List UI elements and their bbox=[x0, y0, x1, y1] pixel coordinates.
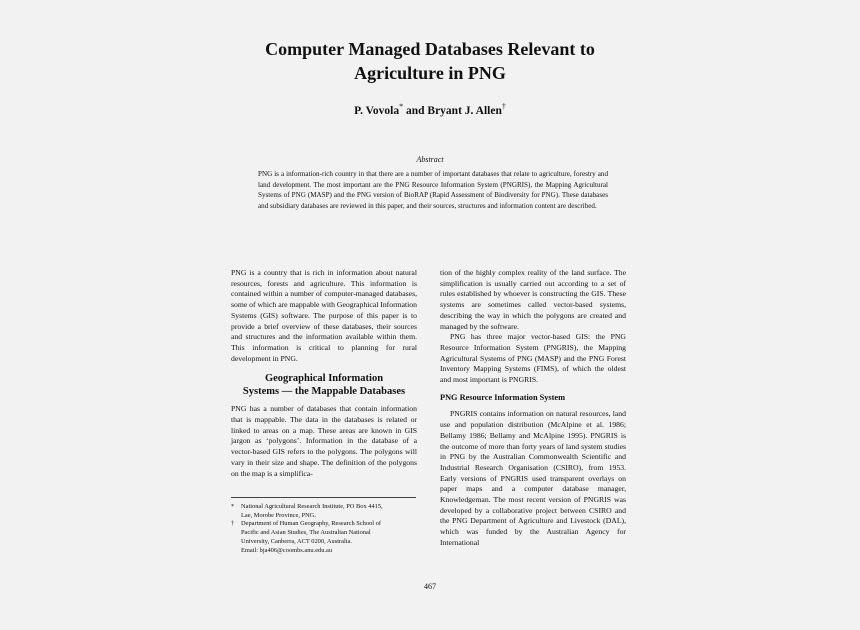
right-column bbox=[440, 268, 626, 549]
footnote-2-mark: † bbox=[231, 520, 235, 528]
vector-gis-paragraph: PNG has three major vector-based GIS: the PNG Resource Information System (PNGRIS), the Mapping Agricultural Systems of PNG (MASP) and the PNG Forest Inventory Mapping Systems (FIMS), of which the oldest and most important is PNGRIS. bbox=[440, 332, 626, 385]
subsection-heading-pngris: PNG Resource Information System bbox=[440, 392, 565, 402]
footnote-2-line: Pacific and Asian Studies, The Australian National bbox=[241, 529, 371, 537]
gis-paragraph: PNG has a number of databases that contain information that is mappable. The data in the databases is related or linked to areas on a map. These areas are known in GIS jargon as ‘polygons’. Information in the database of a vector-based GIS refers to the polygons. The polygons will vary in their size and shape. The definition of the polygons on the map is a simplifica- bbox=[231, 404, 417, 478]
author-2: Bryant J. Allen bbox=[427, 104, 502, 117]
footnote-2-line: Department of Human Geography, Research School of bbox=[241, 520, 381, 528]
author-1: P. Vovola bbox=[354, 104, 400, 117]
author-1-mark: * bbox=[399, 102, 404, 111]
title-line-1: Computer Managed Databases Relevant to bbox=[265, 39, 595, 59]
footnote-2-line: University, Canberra, ACT 0200, Australia. bbox=[241, 537, 352, 545]
section-heading-line-1: Geographical Information bbox=[264, 373, 384, 385]
abstract-heading: Abstract bbox=[416, 155, 444, 164]
section-heading-line-2: Systems — the Mappable Databases bbox=[242, 386, 406, 398]
footnotes bbox=[231, 503, 421, 555]
footnote-1-line: National Agricultural Research Institute, PO Box 4415, bbox=[241, 503, 383, 510]
footnote-1-mark: * bbox=[231, 503, 235, 510]
paper-title bbox=[0, 37, 860, 85]
pngris-paragraph: PNGRIS contains information on natural resources, land use and population distribution (McAlpine et al. 1986; Bellamy 1986; Bellamy and McAlpine 1995). PNGRIS is the outcome of more than forty years of land system studies in PNG by the Australian Commonwealth Scientific and Industrial Research Organisation (CSIRO), from 1953. Early versions of PNGRIS used transparent overlays on paper maps and a computer database manager, Knowledgeman. The most recent version of PNGRIS was developed by a collaborative project between CSIRO and the PNG Department of Agriculture and Livestock (DAL), which was funded by the Australian Agency for International bbox=[440, 409, 626, 547]
author-line bbox=[0, 102, 860, 117]
footnote-1-line: Lae, Morobe Province, PNG. bbox=[241, 511, 316, 519]
left-column bbox=[231, 268, 417, 479]
continued-paragraph: tion of the highly complex reality of the land surface. The simplification is usually carried out according to a set of rules established by whoever is constructing the GIS. These systems are sometimes called vector-based systems, describing the way in which the polygons are created and managed by the software. bbox=[440, 268, 626, 331]
intro-paragraph: PNG is a country that is rich in information about natural resources, forests and agriculture. This information is contained within a number of computer-managed databases, some of which are mappable with Geographical Information Systems (GIS) software. The purpose of this paper is to provide a brief overview of these databases, their sources and structures and the information available within them. This information is critical to planning for rural development in PNG. bbox=[231, 268, 417, 363]
footnote-2-email: Email: bja406@coombs.anu.edu.au bbox=[241, 546, 333, 554]
section-heading-gis bbox=[231, 372, 417, 398]
abstract-text: PNG is a information-rich country in that there are a number of important databases that relate to agriculture, forestry and land development. The most important are the PNG Resource Information System (PNGRIS), the Mapping Agricultural Systems of PNG (MASP) and the PNG version of BioRAP (Rapid Assessment of Biodiversity for PNG). These databases and subsidiary databases are reviewed in this paper, and their sources, structures and information content are described. bbox=[258, 170, 608, 210]
author-separator: and bbox=[403, 104, 428, 117]
footnote-divider bbox=[231, 497, 416, 498]
author-2-mark: † bbox=[501, 102, 506, 111]
footnote-2 bbox=[231, 520, 421, 555]
page-number: 467 bbox=[424, 582, 436, 591]
footnote-1 bbox=[231, 503, 421, 520]
title-line-2: Agriculture in PNG bbox=[354, 63, 506, 83]
